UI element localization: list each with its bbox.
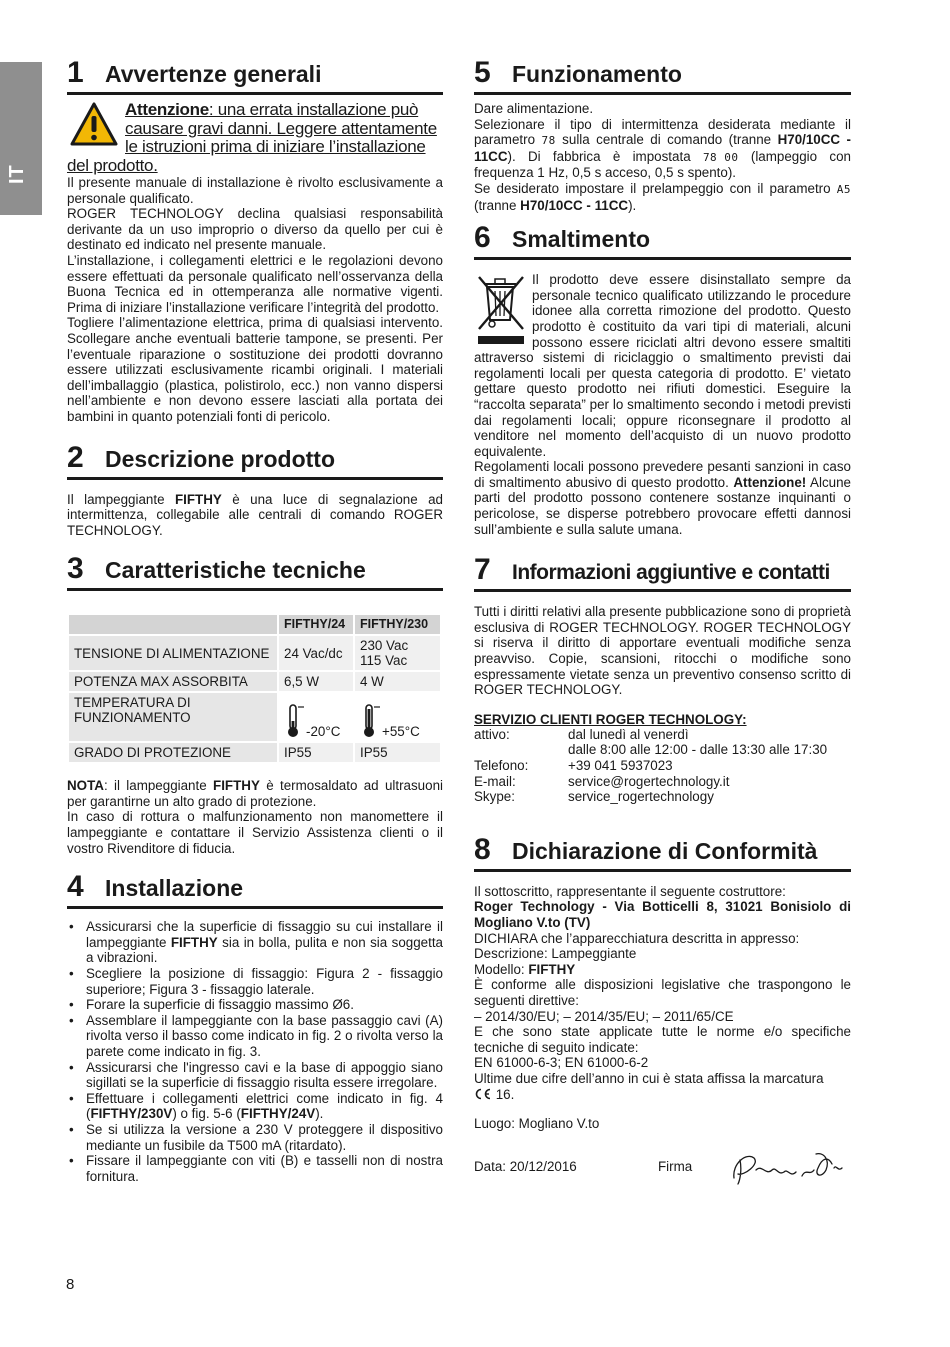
paragraph: Il lampeggiante FIFTHY è una luce di segnalazione ad intermittenza, collegabile alle centrali di comando ROGER TECHNOLOGY.	[67, 491, 443, 538]
crossed-bin-icon	[476, 274, 526, 348]
section-3-heading	[67, 552, 443, 591]
paragraph: Ultime due cifre dell’anno in cui è stata affissa la marcatura	[474, 1070, 824, 1086]
table-cell: 6,5 W	[278, 671, 354, 692]
handwritten-signature	[728, 1146, 846, 1188]
phone-row: Telefono: +39 041 5937023	[474, 758, 673, 773]
display-code: 78	[541, 134, 556, 148]
thermometer-high-icon	[360, 703, 382, 739]
left-column	[67, 56, 443, 1184]
section-number: 1	[67, 56, 84, 89]
paragraph: Togliere l’alimentazione elettrica, prima di qualsiasi intervento. Scollegare anche eventuali batterie tampone, se presenti. Per l’eventuale riparazione o sostituzione dei prodotti dovranno essere utilizzati esclusivamente ricambi originali. I materiali dell’imballaggio (plastica, polistirolo, ecc.) non vanno dispersi nell’ambiente e non devono essere lasciati alla portata dei bambini in quanto potenziali fonti di pericolo.	[67, 315, 443, 424]
service-hours-row: attivo: dal lunedì al venerdì	[474, 726, 689, 742]
list-item: • Assicurarsi che la superficie di fissaggio su cui installare il lampeggiante FIFTHY sia in bolla, pulita e non sia soggetta a vibrazioni.	[67, 919, 443, 966]
section-8-heading	[474, 833, 851, 872]
section-7-heading	[474, 553, 851, 592]
customer-service-title: SERVIZIO CLIENTI ROGER TECHNOLOGY:	[474, 711, 747, 727]
table-row	[68, 671, 441, 692]
list-item: • Scegliere la posizione di fissaggio: Figura 2 - fissaggio superiore; Figura 3 - fissaggio laterale.	[67, 966, 443, 997]
section-number: 8	[474, 832, 491, 866]
table-cell-label: TEMPERATURA DI FUNZIONAMENTO	[68, 692, 278, 742]
manufacturer-address: Roger Technology - Via Botticelli 8, 31021 Bonisiolo di Mogliano V.to (TV)	[474, 899, 851, 930]
section-title: Descrizione prodotto	[105, 445, 336, 472]
service-hours-row: dalle 8:00 alle 12:00 - dalle 13:30 alle 17:30	[568, 742, 828, 758]
table-header: FIFTHY/230	[354, 614, 441, 635]
section-title: Caratteristiche tecniche	[105, 557, 366, 584]
email-row: E-mail: service@rogertechnology.it	[474, 773, 730, 789]
list-item: • Assicurarsi che l'ingresso cavi e la base di appoggio siano sigillati se la superficie di fissaggio risulta essere irregolare.	[67, 1060, 443, 1091]
section-number: 4	[67, 870, 84, 904]
table-cell-label: GRADO DI PROTEZIONE	[68, 742, 278, 763]
table-row	[68, 614, 441, 635]
paragraph: DICHIARA che l’apparecchiatura descritta in appresso:	[474, 930, 800, 946]
paragraph: È conforme alle disposizioni legislative che traspongono le seguenti direttive:	[474, 977, 851, 1008]
section-5-heading	[474, 56, 851, 95]
paragraph: Selezionare il tipo di intermittenza desiderata mediante il parametro 78 sulla centrale di comando (tranne H70/10CC - 11CC). Di fabbrica è impostata 78 00 (lampeggio con frequenza 1 Hz, 0,5 s acceso, 0,5 s spento).	[474, 116, 852, 181]
warning-box	[67, 101, 443, 175]
paragraph: Il prodotto deve essere disinstallato sempre da personale tecnico qualificato utilizzando le procedure idonee alla corretta rimozione del prodotto. Questo prodotto è costituito da vari tipi di materiali, alcuni possono essere riciclati altri devono essere smaltiti attraverso sistemi di riciclaggio o smaltimento previsti dai regolamenti locali per questa categoria di prodotto. E’ vietato gettare questo prodotto nei rifiuti domestici. Eseguire la “raccolta separata” per lo smaltimento secondo i metodi previsti dai regolamenti locali; oppure riconsegnare il prodotto al venditore nel momento dell’acquisto di un nuovo prodotto equivalente.	[474, 272, 851, 459]
list-item: • Effettuare i collegamenti elettrici come indicato in fig. 4 (FIFTHY/230V) o fig. 5-6 (FIFTHY/24V).	[67, 1091, 443, 1122]
paragraph: E che sono state applicate tutte le norme e/o specifiche tecniche di seguito indicate:	[474, 1024, 851, 1055]
table-row	[68, 635, 441, 671]
list-item: • Se si utilizza la versione a 230 V proteggere il dispositivo mediante un fusibile da T500 mA (ritardato).	[67, 1122, 443, 1153]
language-tab	[0, 62, 42, 215]
section-title: Avvertenze generali	[105, 61, 322, 87]
skype-row: Skype: service_rogertechnology	[474, 789, 714, 805]
table-row	[68, 742, 441, 763]
max-temperature: +55°C	[382, 724, 420, 740]
section-title: Installazione	[105, 875, 244, 902]
paragraph: Descrizione: Lampeggiante	[474, 946, 637, 962]
thermometer-low-icon	[284, 703, 306, 739]
date-line: Data: 20/12/2016	[474, 1159, 577, 1175]
section-5	[474, 56, 851, 213]
table-cell: 4 W	[354, 671, 441, 692]
min-temperature: -20°C	[306, 724, 341, 740]
list-item: • Fissare il lampeggiante con viti (B) e tasselli non di nostra fornitura.	[67, 1153, 443, 1184]
ce-marking-line: 16.	[474, 1087, 851, 1103]
paragraph: EN 61000-6-3; EN 61000-6-2	[474, 1055, 649, 1071]
table-cell: 24 Vac/dc	[278, 635, 354, 671]
signature-row	[474, 1146, 851, 1188]
table-header: FIFTHY/24	[278, 614, 354, 635]
page-number: 8	[66, 1276, 75, 1293]
warning-label: Attenzione	[125, 101, 209, 119]
language-tab-label: IT	[6, 164, 28, 184]
right-column	[474, 56, 851, 1188]
table-cell	[354, 692, 441, 742]
section-number: 3	[67, 552, 84, 586]
table-cell-label: TENSIONE DI ALIMENTAZIONE	[68, 635, 278, 671]
paragraph: ROGER TECHNOLOGY declina qualsiasi responsabilità derivante da un uso improprio o diverso da quello per cui è destinato ed indicato nel presente manuale.	[67, 206, 443, 253]
section-3	[67, 552, 443, 856]
table-header-empty	[68, 614, 278, 635]
ce-mark-icon	[474, 1088, 492, 1100]
section-number: 5	[474, 56, 491, 89]
display-code: A5	[836, 182, 851, 196]
warning-message: : una errata installazione può causare gravi danni. Leggere attentamente le istruzioni prima di iniziare l’installazione del prodotto.	[67, 101, 437, 175]
section-2-heading	[67, 441, 443, 480]
section-title: Smaltimento	[512, 226, 651, 253]
section-1	[67, 56, 443, 425]
section-title: Funzionamento	[512, 61, 682, 87]
section-8	[474, 833, 851, 1188]
paragraph: Se desiderato impostare il prelampeggio con il parametro A5 (tranne H70/10CC - 11CC).	[474, 180, 851, 213]
place-line: Luogo: Mogliano V.to	[474, 1116, 600, 1132]
section-number: 6	[474, 221, 491, 255]
warning-triangle-icon	[69, 101, 119, 147]
install-steps-list	[67, 919, 443, 1184]
section-1-heading	[67, 56, 443, 95]
section-title: Informazioni aggiuntive e contatti	[512, 561, 830, 585]
disposal-block	[474, 272, 851, 459]
paragraph: Dare alimentazione.	[474, 101, 594, 116]
section-6-heading	[474, 221, 851, 260]
signature-label: Firma	[658, 1159, 693, 1175]
section-2	[67, 441, 443, 539]
table-cell: IP55	[278, 742, 354, 763]
list-item: • Forare la superficie di fissaggio massimo Ø6.	[67, 997, 443, 1013]
list-item: • Assemblare il lampeggiante con la base passaggio cavi (A) rivolta verso il basso come indicato in fig. 2 o rivolta verso la parete come indicato in fig. 3.	[67, 1013, 443, 1060]
table-cell	[278, 692, 354, 742]
paragraph: Il presente manuale di installazione è rivolto esclusivamente a personale qualificato.	[67, 175, 443, 206]
section-4	[67, 870, 443, 1184]
section-4-heading	[67, 870, 443, 909]
section-number: 2	[67, 440, 84, 474]
table-row	[68, 692, 441, 742]
paragraph: Tutti i diritti relativi alla presente pubblicazione sono di proprietà esclusiva di ROGER TECHNOLOGY. ROGER TECHNOLOGY si riserva il diritto di apportare eventuali modifiche senza preavviso. Copie, scansioni, ritocchi o modifiche sono espressamente vietate senza un preventivo consenso scritto di ROGER TECHNOLOGY.	[474, 604, 851, 698]
section-6	[474, 221, 851, 537]
paragraph: In caso di rottura o malfunzionamento non manomettere il lampeggiante e contattare il Servizio Assistenza clienti o il vostro Rivenditore di fiducia.	[67, 809, 443, 856]
specs-table	[67, 613, 442, 764]
warning-text	[67, 101, 443, 175]
display-code: 78 00	[702, 150, 739, 164]
section-number: 7	[474, 553, 491, 587]
table-cell: IP55	[354, 742, 441, 763]
table-cell-label: POTENZA MAX ASSORBITA	[68, 671, 278, 692]
section-title: Dichiarazione di Conformità	[512, 837, 818, 864]
paragraph: Regolamenti locali possono prevedere pesanti sanzioni in caso di smaltimento abusivo di questo prodotto. Attenzione! Alcune parti del prodotto possono contenere sostanze inquinanti o pericolose, se disperse potrebbero provocare effetti dannosi sull’ambiente e sulla salute umana.	[474, 459, 851, 537]
paragraph: – 2014/30/EU; – 2014/35/EU; – 2011/65/CE	[474, 1008, 734, 1024]
paragraph: Il sottoscritto, rappresentante il seguente costruttore:	[474, 883, 786, 899]
paragraph: Modello: FIFTHY	[474, 961, 576, 977]
section-7	[474, 553, 851, 805]
paragraph: L’installazione, i collegamenti elettrici e le regolazioni devono essere effettuati da personale qualificato nell’osservanza della Buona Tecnica ed in ottemperanza alle normative vigenti. Prima di iniziare l’installazione verificare l’integrità del prodotto.	[67, 252, 443, 315]
table-cell: 230 Vac 115 Vac	[354, 635, 441, 671]
note-paragraph: NOTA: il lampeggiante FIFTHY è termosaldato ad ultrasuoni per garantirne un alto grado di protezione.	[67, 778, 444, 809]
